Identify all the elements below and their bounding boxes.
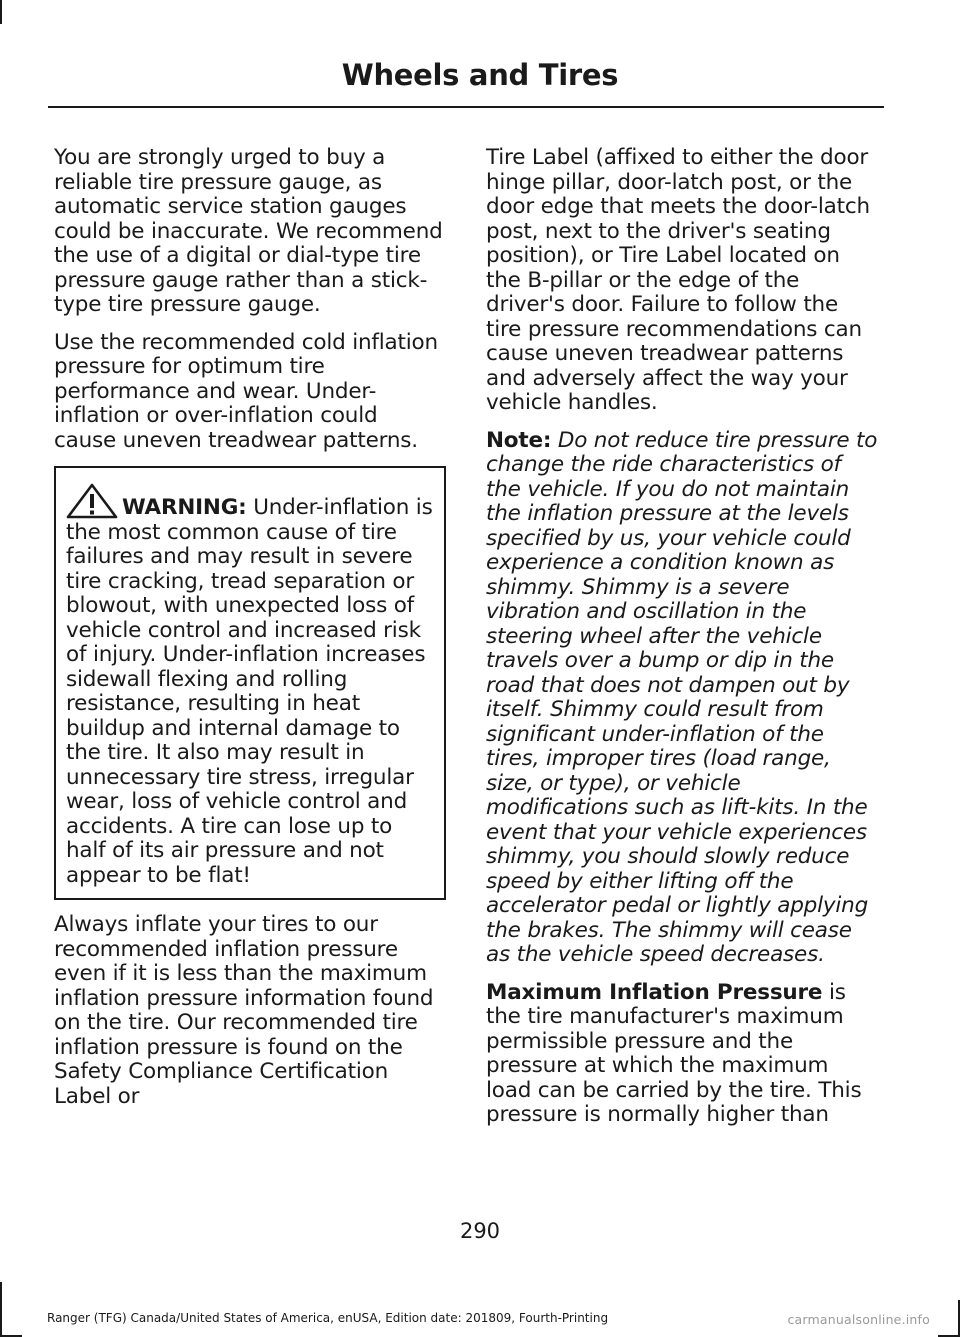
warning-triangle-icon — [64, 482, 120, 520]
right-column — [486, 146, 878, 1141]
crop-mark-bottom-left — [0, 1282, 2, 1337]
warning-box — [54, 466, 446, 900]
warning-text: Under-inflation is the most common cause of tire failures and may result in severe tire cracking, tread separation or blowout, with unexpected loss of vehicle control and increased risk of injury. Under-inflation increases sidewall flexing and rolling resistance, resulting in heat buildup and internal damage to the tire. It also may result in unnecessary tire stress, irregular wear, loss of vehicle control and accidents. A tire can lose up to half of its air pressure and not appear to be flat! — [66, 495, 433, 888]
paragraph-note — [486, 429, 878, 968]
paragraph-always-inflate: Always inflate your tires to our recommended inflation pressure even if it is less than the maximum inflation pressure information found on the tire. Our recommended tire inflation pressure is found on the Safety Compliance Certification Label or — [54, 912, 434, 1109]
max-inflation-text: is the tire manufacturer's maximum permissible pressure and the pressure at which the maximum load can be carried by the tire. This pressure is normally higher than — [486, 979, 862, 1127]
watermark: carmanualsonline.info — [787, 1312, 930, 1327]
max-inflation-label: Maximum Inflation Pressure — [486, 979, 823, 1005]
page-number: 290 — [459, 1219, 501, 1243]
page-title: Wheels and Tires — [341, 58, 619, 92]
footer-edition: Ranger (TFG) Canada/United States of America, enUSA, Edition date: 201809, Fourth-Printing — [47, 1311, 609, 1325]
warning-label: WARNING: — [122, 495, 247, 520]
crop-mark-top-left — [0, 0, 2, 24]
paragraph-max-inflation — [486, 981, 878, 1128]
paragraph-tire-label: Tire Label (affixed to either the door hinge pillar, door-latch post, or the door edge that meets the door-latch post, next to the driver's seating position), or Tire Label located on the B-pillar or the edge of the driver's door. Failure to follow the tire pressure recommendations can cause uneven treadwear patterns and adversely affect the way your vehicle handles. — [486, 145, 870, 415]
warning-content — [66, 482, 436, 888]
paragraph-cold-inflation: Use the recommended cold inflation pressure for optimum tire performance and wear. Under-inflation or over-inflation could cause uneven treadwear patterns. — [54, 329, 438, 453]
left-column — [54, 146, 446, 1122]
note-text: Do not reduce tire pressure to change the ride characteristics of the vehicle. If you do not maintain the inflation pressure at the levels specified by us, your vehicle could experience a condition known as shimmy. Shimmy is a severe vibration and oscillation in the steering wheel after the vehicle travels over a bump or dip in the road that does not dampen out by itself. Shimmy could result from significant under-inflation of the tires, improper tires (load range, size, or type), or vehicle modifications such as lift-kits. In the event that your vehicle experiences shimmy, you should slowly reduce speed by either lifting off the accelerator pedal or lightly applying the brakes. The shimmy will cease as the vehicle speed decreases. — [486, 427, 878, 967]
paragraph-gauge: You are strongly urged to buy a reliable tire pressure gauge, as automatic service station gauges could be inaccurate. We recommend the use of a digital or dial-type tire pressure gauge rather than a stick-type tire pressure gauge. — [54, 145, 443, 317]
header-divider — [48, 106, 884, 108]
note-label: Note: — [486, 427, 552, 453]
